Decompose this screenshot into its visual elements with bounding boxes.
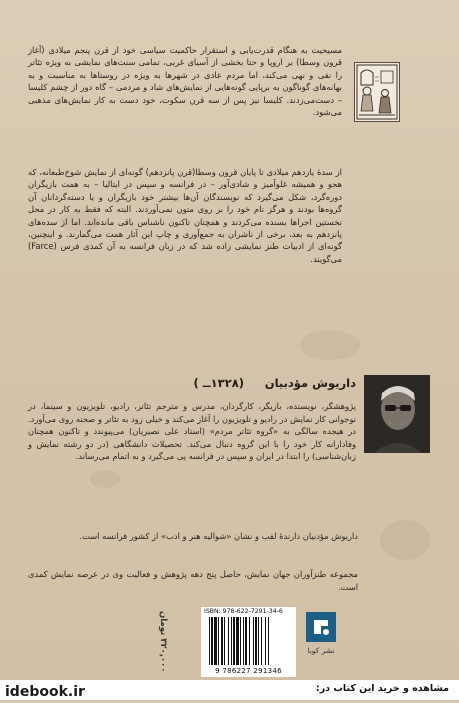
barcode-bar [209,617,210,665]
barcode-bar [249,617,250,665]
barcode-bar [261,617,262,665]
publisher-logo [306,612,336,642]
idebook-site-text: idebook.ir [5,684,85,699]
idebook-logo[interactable] [5,683,105,699]
barcode-bar [255,617,257,665]
publisher-name: نشر کوبا [307,646,335,655]
barcode-digits: 9 786227 291346 [215,667,282,675]
barcode-bar [231,617,232,665]
medieval-illustration [354,62,400,122]
barcode-bar [268,617,269,665]
barcode-bar [233,617,235,665]
author-years: (۱۳۲۸ــ ) [193,376,244,390]
barcode-bar [245,617,247,665]
barcode-bar [258,617,259,665]
watermark-text: مشاهده و خرید این کتاب در: [315,683,449,694]
author-bio-paragraph: پژوهشگر، نویسنده، بازیگر، کارگردان، مدرس و مترجم تئاتر، رادیو، تلویزیون و سینما، در نوجوانی کار نمایش در رادیو و تلویزیون را آغاز می‌کند و خیلی زود به تئاتر و صحنه روی می‌آورد. در هیجده سالگی به «گروه تئاتر مردم» (استاد علی نصیریان) می‌پیوندد و تاکنون همچنان وفادارانه کار خود را با این گروه دنبال می‌کند. تحصیلات دانشگاهی (در دو رشته نمایش و زبان‌شناسی) را ابتدا در ایران و سپس در فرانسه پی می‌گیرد و به اتمام می‌رساند. [28,401,356,462]
author-name: داریوش مؤدبیان [264,376,356,390]
author-header [30,376,356,394]
synopsis-paragraph: از سدهٔ یازدهم میلادی تا پایان قرون وسطا(قرن پانزدهم) گونه‌ای از نمایش شوخ‌طبعانه، که هجو و همیشه غلوآمیز و شادی‌آور – در فرانسه و سپس در ایتالیا – به همت بازیگران دوره‌گرد، شکل می‌گیرد که نویسندگان آن‌ها بیشتر خود بازیگران و یا دسته‌گردانان آن گروه‌ها بودند و هرگز نام خود را بر روی متون نمی‌آوردند. البته که فقط به کار در محل نخستین اجراها بسنده می‌کردند و همچنان تاکنون ناشناس باقی مانده‌اند. اما از سده‌های پانزدهم به بعد، برخی از ناشران به جمع‌آوری و چاپ این آثار همت می‌گمارند. و اینچنین، گونه‌ای از ادبیات طنز نمایشی زاده شد که در زبان فرانسه به آن کمدی فرس (Farce) می‌گویند. [28,167,342,264]
barcode-bar [240,617,241,665]
price-label: ۳۲۰,۰۰۰ تومان [158,611,168,673]
barcode-bar [224,617,225,665]
barcode-bar [253,617,254,665]
isbn-barcode [201,607,296,677]
author-photo [364,375,430,453]
synopsis-paragraph: مسیحیت به هنگام قدرت‌یابی و استقرار حاکمیت سیاسی خود از قرن پنجم میلادی (آغاز قرون وسطا) بر اروپا و حتا بخشی از آسیای غربی، تمامی سنت‌های نمایشی به ویژه تئاتر را نفی و نهی می‌کند، اما مردم عادی در شهرها به ویژه در روستاها به مناسبت و به بهانه‌های گوناگون به برپایی گونه‌هایی از نمایش‌های شاد و مردمی – گاه دور از چشم کلیسا – دست‌می‌زدند. کلیسا نیز پس از سه قرن سکوت، خود دست به کار نمایش‌های مذهبی می‌شود. [28,45,342,118]
isbn-text: ISBN: 978-622-7291-34-6 [204,608,283,615]
author-bio-paragraph: مجموعه طنزآوران جهان نمایش، حاصل پنج دهه پژوهش و فعالیت وی در عرصه نمایش کمدی است. [28,569,358,592]
author-bio-paragraph: داریوش مؤدبیان دارندهٔ لقب و نشان «شوالیه هنر و ادب» از کشور فرانسه است. [79,531,358,541]
barcode-bar [211,617,213,665]
barcode-bar [218,617,219,665]
watermark-bar[interactable] [0,680,459,700]
barcode-bar [265,617,266,665]
barcode-bar [228,617,229,665]
barcode-bar [236,617,239,665]
barcode-bar [221,617,223,665]
barcode-bar [243,617,244,665]
barcode-bar [214,617,217,665]
